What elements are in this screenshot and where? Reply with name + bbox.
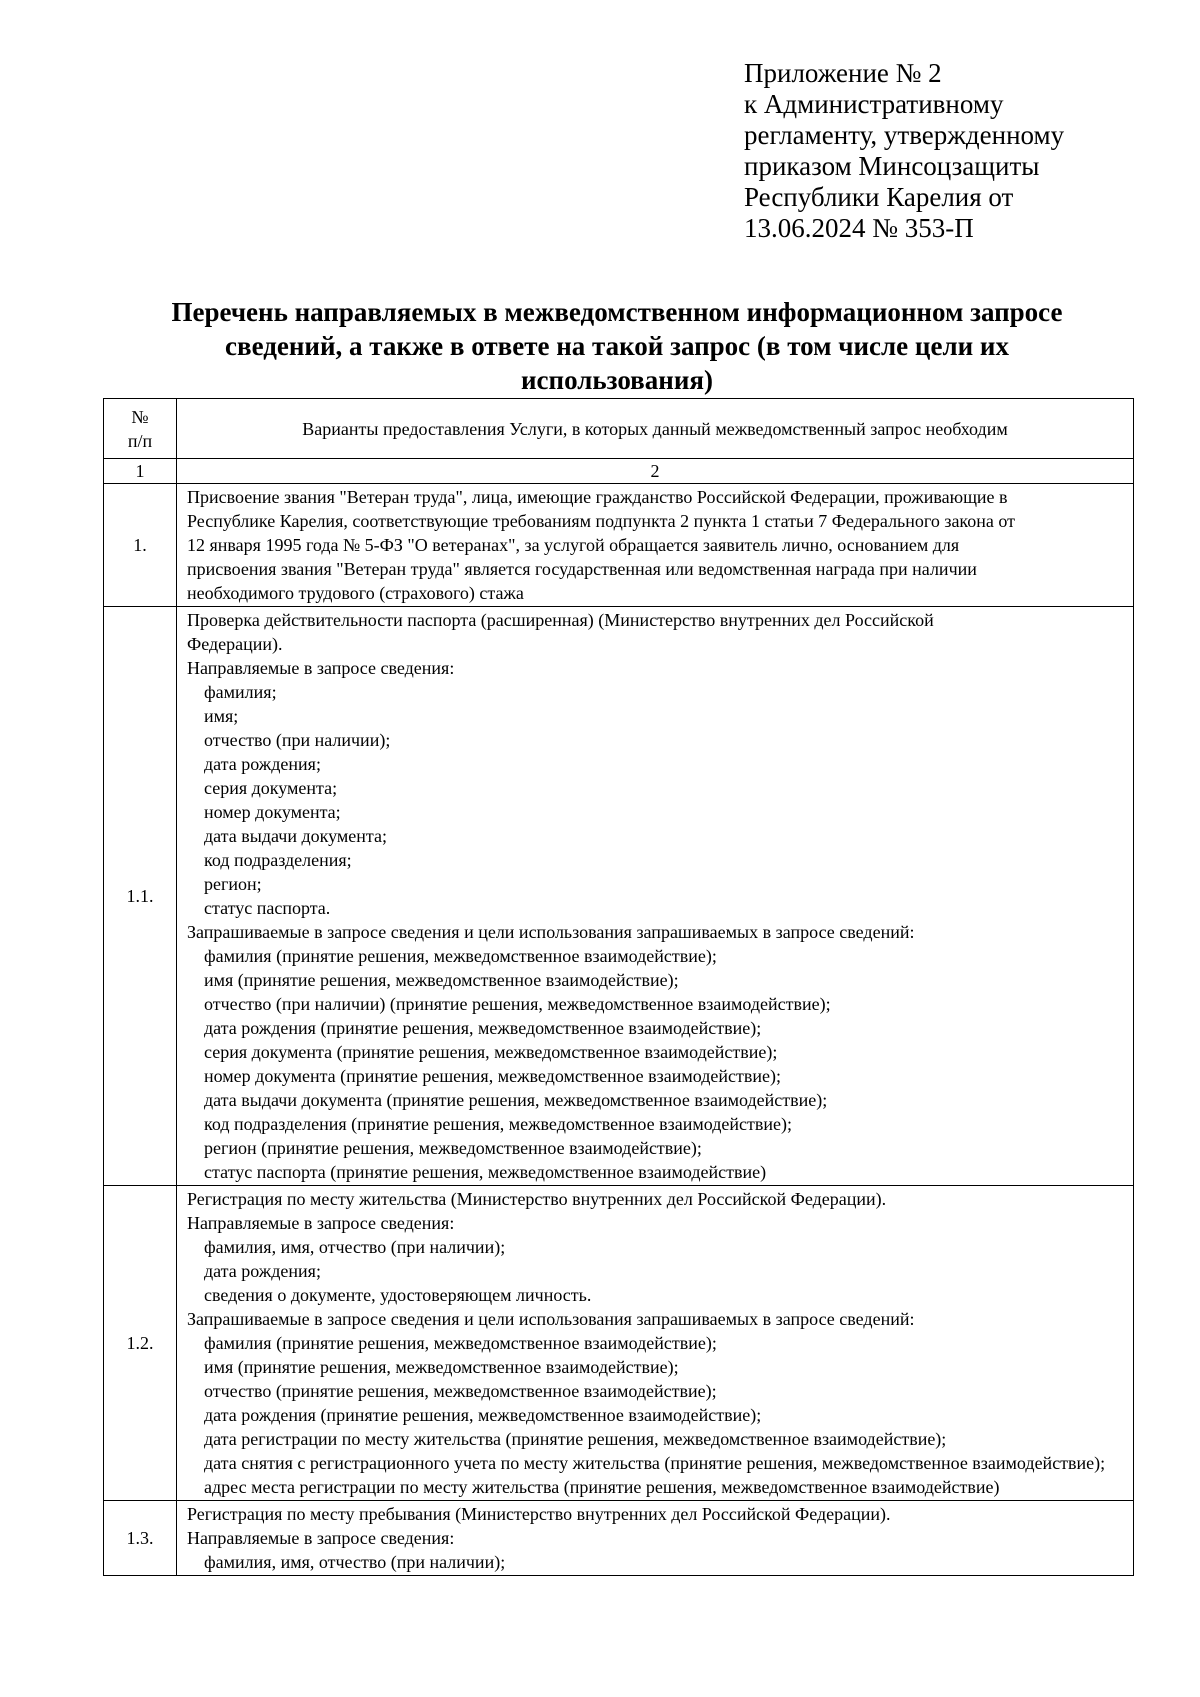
content-line: дата выдачи документа; bbox=[204, 826, 387, 846]
appendix-note bbox=[744, 58, 1164, 244]
title-line: использования) bbox=[521, 365, 713, 395]
row-content bbox=[177, 1501, 1134, 1576]
table-row bbox=[104, 484, 1134, 607]
content-line: Проверка действительности паспорта (расширенная) (Министерство внутренних дел Российской bbox=[187, 610, 934, 630]
content-line: адрес места регистрации по месту жительства (принятие решения, межведомственное взаимодействие) bbox=[204, 1477, 1000, 1497]
row-content bbox=[177, 484, 1134, 607]
appendix-line: к Административному bbox=[744, 89, 1004, 119]
content-line: Федерации). bbox=[187, 634, 283, 654]
content-line: имя (принятие решения, межведомственное взаимодействие); bbox=[204, 1357, 679, 1377]
content-line: отчество (при наличии) (принятие решения, межведомственное взаимодействие); bbox=[204, 994, 831, 1014]
table-row bbox=[104, 1501, 1134, 1576]
row-content bbox=[177, 1186, 1134, 1501]
appendix-line: Приложение № 2 bbox=[744, 58, 942, 88]
appendix-line: 13.06.2024 № 353-П bbox=[744, 213, 974, 243]
content-line: дата рождения; bbox=[204, 1261, 321, 1281]
content-line: фамилия (принятие решения, межведомственное взаимодействие); bbox=[204, 1333, 717, 1353]
content-line: статус паспорта (принятие решения, межведомственное взаимодействие) bbox=[204, 1162, 767, 1182]
content-line: регион; bbox=[204, 874, 262, 894]
content-line: Республике Карелия, соответствующие требованиям подпункта 2 пункта 1 статьи 7 Федерального закона от bbox=[187, 511, 1016, 531]
title-line: Перечень направляемых в межведомственном информационном запросе bbox=[171, 297, 1063, 327]
content-line: Регистрация по месту жительства (Министерство внутренних дел Российской Федерации). bbox=[187, 1189, 887, 1209]
table-header-row bbox=[104, 399, 1134, 459]
appendix-line: приказом Минсоцзащиты bbox=[744, 151, 1040, 181]
content-line: дата рождения (принятие решения, межведомственное взаимодействие); bbox=[204, 1018, 762, 1038]
header-num-cell bbox=[104, 399, 177, 459]
content-line: дата снятия с регистрационного учета по месту жительства (принятие решения, межведомственное взаимодействие); bbox=[204, 1453, 1106, 1473]
content-line: серия документа (принятие решения, межведомственное взаимодействие); bbox=[204, 1042, 778, 1062]
content-line: дата регистрации по месту жительства (принятие решения, межведомственное взаимодействие); bbox=[204, 1429, 947, 1449]
content-line: сведения о документе, удостоверяющем личность. bbox=[204, 1285, 592, 1305]
content-line: Направляемые в запросе сведения: bbox=[187, 1213, 455, 1233]
content-line: номер документа (принятие решения, межведомственное взаимодействие); bbox=[204, 1066, 781, 1086]
column-number-row bbox=[104, 459, 1134, 484]
content-line: статус паспорта. bbox=[204, 898, 331, 918]
content-line: фамилия (принятие решения, межведомственное взаимодействие); bbox=[204, 946, 717, 966]
row-number: 1.2. bbox=[104, 1186, 177, 1501]
title-line: сведений, а также в ответе на такой запрос (в том числе цели их bbox=[225, 331, 1009, 361]
content-line: Направляемые в запросе сведения: bbox=[187, 658, 455, 678]
header-num-abbr: п/п bbox=[127, 430, 153, 451]
content-line: серия документа; bbox=[204, 778, 338, 798]
content-line: Запрашиваемые в запросе сведения и цели использования запрашиваемых в запросе сведений: bbox=[187, 922, 915, 942]
row-number: 1.1. bbox=[104, 607, 177, 1186]
content-line: отчество (принятие решения, межведомственное взаимодействие); bbox=[204, 1381, 717, 1401]
column-number-1: 1 bbox=[104, 459, 177, 484]
content-line: отчество (при наличии); bbox=[204, 730, 391, 750]
content-line: имя (принятие решения, межведомственное взаимодействие); bbox=[204, 970, 679, 990]
content-line: дата выдачи документа (принятие решения, межведомственное взаимодействие); bbox=[204, 1090, 828, 1110]
content-line: присвоения звания "Ветеран труда" является государственная или ведомственная награда при наличии bbox=[187, 559, 977, 579]
appendix-line: Республики Карелия от bbox=[744, 182, 1014, 212]
table-row bbox=[104, 607, 1134, 1186]
content-line: Присвоение звания "Ветеран труда", лица, имеющие гражданство Российской Федерации, проживающие в bbox=[187, 487, 1008, 507]
row-number: 1.3. bbox=[104, 1501, 177, 1576]
column-number-2: 2 bbox=[177, 459, 1134, 484]
appendix-line: регламенту, утвержденному bbox=[744, 120, 1065, 150]
content-line: фамилия; bbox=[204, 682, 277, 702]
content-line: фамилия, имя, отчество (при наличии); bbox=[204, 1552, 506, 1572]
content-line: Направляемые в запросе сведения: bbox=[187, 1528, 455, 1548]
content-line: 12 января 1995 года № 5-ФЗ "О ветеранах", за услугой обращается заявитель лично, основанием для bbox=[187, 535, 960, 555]
content-line: Запрашиваемые в запросе сведения и цели использования запрашиваемых в запросе сведений: bbox=[187, 1309, 915, 1329]
content-line: необходимого трудового (страхового) стажа bbox=[187, 583, 524, 603]
header-variants-cell: Варианты предоставления Услуги, в которых данный межведомственный запрос необходим bbox=[177, 399, 1134, 459]
content-line: фамилия, имя, отчество (при наличии); bbox=[204, 1237, 506, 1257]
content-line: код подразделения; bbox=[204, 850, 352, 870]
content-line: имя; bbox=[204, 706, 239, 726]
content-line: регион (принятие решения, межведомственное взаимодействие); bbox=[204, 1138, 702, 1158]
document-title bbox=[104, 295, 1130, 397]
requests-table bbox=[103, 398, 1134, 1576]
table-row bbox=[104, 1186, 1134, 1501]
header-num-sign: № bbox=[131, 406, 149, 427]
row-content bbox=[177, 607, 1134, 1186]
content-line: номер документа; bbox=[204, 802, 341, 822]
content-line: дата рождения; bbox=[204, 754, 321, 774]
content-line: код подразделения (принятие решения, межведомственное взаимодействие); bbox=[204, 1114, 792, 1134]
content-line: Регистрация по месту пребывания (Министерство внутренних дел Российской Федерации). bbox=[187, 1504, 891, 1524]
row-number: 1. bbox=[104, 484, 177, 607]
content-line: дата рождения (принятие решения, межведомственное взаимодействие); bbox=[204, 1405, 762, 1425]
